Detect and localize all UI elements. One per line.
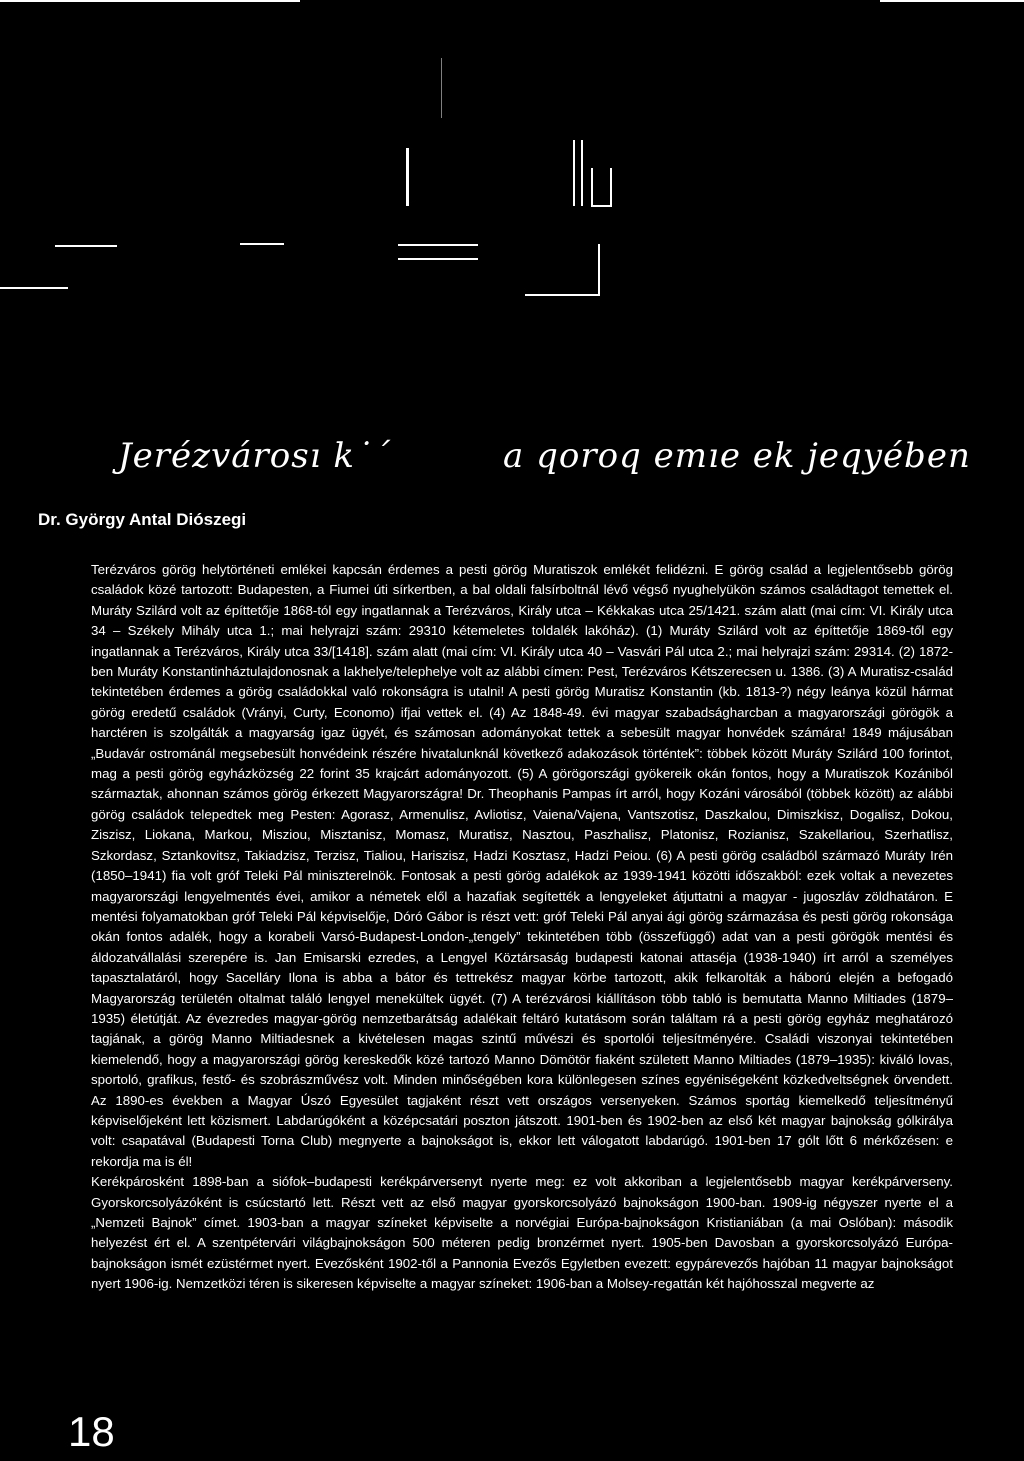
article-title — [0, 436, 1024, 496]
decor-dash-1 — [55, 245, 117, 247]
header-rule-top-right — [880, 0, 1024, 2]
decor-box-bottom — [591, 205, 612, 207]
decor-left-long-line — [0, 287, 68, 289]
decor-vertical-bar-3 — [581, 140, 583, 206]
article-author: Dr. György Antal Diószegi — [38, 510, 247, 529]
decor-thin-vertical — [441, 58, 442, 118]
decor-double-line-2 — [398, 258, 478, 260]
body-paragraph-1: Terézváros görög helytörténeti emlékei kapcsán érdemes a pesti görög Muratiszok emlékét felidézni. E görög család a legjelentősebb görög családok közé tartozott: Budapesten, a Fiumei úti sírkertben, a bal oldali falsírboltnál lévő végső nyughelyükön számos családtagot temettek el. Muráty Szilárd volt az építtetője 1868-tól egy ingatlannak a Terézváros, Király utca – Kékkakas utca 25/1421. szám alatt (mai cím: VI. Király utca 34 – Székely Mihály utca 1.; mai helyrajzi szám: 29310 kétemeletes toldalék lakóház). (1) Muráty Szilárd volt az építtetője 1869-től egy ingatlannak a Terézváros, Király utca 33/[1418]. szám alatt (mai cím: VI. Király utca 40 – Vasvári Pál utca 2.; mai helyrajzi szám: 29314. (2) 1872-ben Muráty Konstantinháztulajdonosnak a lakhelye/telephelye volt az alábbi címen: Pest, Terézváros Kétszerecsen u. 1386. (3) A Muratisz-család tekintetében érdemes a görög családokkal való rokonságra is utalni! A pesti görög Muratisz Konstantin (kb. 1813-?) négy leánya közül hármat görög eredetű családok (Vrányi, Curty, Economo) ifjai vettek el. (4) Az 1848-49. évi magyar szabadságharcban a magyarországi görögök a harctéren is szolgálták a magyarság igaz ügyét, és számosan adományokat tettek a sebesült magyar honvédek számára! 1849 májusában „Budavár ostrománál megsebesült honvédeink részére hivatalunknál következő adakozások történtek”: többek között Muráty Szilárd 100 forintot, mag a pesti görög egyházközség 22 forint 35 krajcárt adományozott. (5) A görögországi gyökereik okán fontos, hogy a Muratiszok Kozániból származtak, ahonnan számos görög érkezett Magyarországra! Dr. Theophanis Pampas írt arról, hogy Kozáni városából (többek között) az alábbi görög családok telepedtek meg Pesten: Agorasz, Armenulisz, Avliotisz, Vaiena/Vajena, Vantszotisz, Daszkalou, Dimiszkisz, Dogalisz, Dokou, Ziszisz, Liokana, Markou, Misziou, Misztanisz, Momasz, Muratisz, Nasztou, Paszhalisz, Platonisz, Rozianisz, Szakellariou, Szerhatlisz, Szkordasz, Sztankovitsz, Takiadzisz, Terzisz, Tialiou, Hariszisz, Hadzi Kosztasz, Hadzi Peiou. (6) A pesti görög családból származó Muráty Irén (1850–1941) fia volt gróf Teleki Pál miniszterelnök. Fontosak a pesti görög adalékok az 1939-1941 közötti időszakból: ezek voltak a nevezetes magyarországi lengyelmentés évei, amikor a németek elől a hazafiak segítették a lengyeleket átjuttatni a magyar - jugoszláv zöldhatáron. E mentési folyamatokban gróf Teleki Pál képviselője, Dóró Gábor is részt vett: gróf Teleki Pál anyai ági görög származása és pesti görög rokonsága okán fontos adalék, hogy a korabeli Varsó-Budapest-London-„tengely” tekintetében több (összefüggő) adat van a pesti görögök mentési és áldozatvállalási szerepére is. Jan Emisarski ezredes, a Lengyel Köztársaság budapesti katonai attaséja (1938-1940) írt arról a személyes tapasztalatáról, hogy Sacelláry Ilona is abba a bátor és tettrekész magyar körbe tartozott, akik felkarolták a háború elején a befogadó Magyarország területén oltalmat találó lengyel menekültek ügyét. (7) A terézvárosi kiállításon több tabló is bemutatta Manno Miltiades (1879–1935) életútját. Az évezredes magyar-görög nemzetbarátság adalékait feltáró kutatásom során találtam rá a pesti görög egyház meghatározó tagjának, a görög Manno Miltiadesnek a kivételesen magas szintű művészi és sportolói teljesítményére. Családi viszonyai tekintetében kiemelendő, hogy a magyarországi görög kereskedők közé tartozó Manno Dömötör fiaként született Manno Miltiades (1879–1935): kiváló lovas, sportoló, grafikus, festő- és szobrászművész volt. Minden minőségében kora különlegesen színes egyéniségeként közkedveltségnek örvendett. Az 1890-es években a Magyar Úszó Egyesület tagjaként részt vett országos versenyeken. Számos sportág kiemelkedő teljesítményű képviselőjeként lett közismert. Labdarúgóként a középcsatári poszton játszott. 1901-ben és 1902-ben az első két magyar bajnokság gólkirálya volt: csapatával (Budapesti Torna Club) megnyerte a bajnokságot is, ekkor lett válogatott labdarúgó. 1901-ben 17 gólt lőtt 6 mérkőzésen: e rekordja ma is él! — [91, 562, 953, 1169]
article-title-part-1: Jerézvárosı k˙ˊ — [118, 436, 391, 476]
decor-box-left — [591, 168, 593, 206]
article-body — [91, 560, 953, 1295]
decor-box-right — [610, 168, 612, 206]
page-number: 18 — [68, 1408, 115, 1455]
decor-right-vertical — [598, 244, 600, 296]
article-title-part-2: a qoroq emıe ek jeqyében — [503, 436, 971, 476]
body-paragraph-2: Kerékpárosként 1898-ban a siófok–budapesti kerékpárversenyt nyerte meg: ez volt akkoriban a legjelentősebb magyar kerékpárverseny. Gyorskorcsolyázóként is csúcstartó lett. Részt vett az első magyar gyorskorcsolyázó bajnokságon 1900-ban. 1909-ig négyszer nyerte el a „Nemzeti Bajnok” címet. 1903-ban a magyar színeket képviselte a norvégiai Európa-bajnokságon Kristianiában (a mai Oslóban): második helyezést ért el. A szentpétervári világbajnokságon 500 méteren pedig bronzérmet nyert. 1905-ben Davosban a gyorskorcsolyázó Európa-bajnokságon ismét ezüstérmet nyert. Evezősként 1902-től a Pannonia Evezős Egyletben evezett: egypárevezős hajóban 11 magyar bajnokságot nyert 1906-ig. Nemzetközi téren is sikeresen képviselte a magyar színeket: 1906-ban a Molsey-regattán két hajóhosszal megverte az — [91, 1174, 953, 1292]
decor-vertical-bar-1 — [406, 148, 409, 206]
header-rule-top-left — [0, 0, 300, 2]
decor-dash-2 — [240, 243, 284, 245]
decor-vertical-bar-2 — [573, 140, 575, 206]
decor-right-horizontal — [525, 294, 600, 296]
decor-double-line-1 — [398, 244, 478, 246]
